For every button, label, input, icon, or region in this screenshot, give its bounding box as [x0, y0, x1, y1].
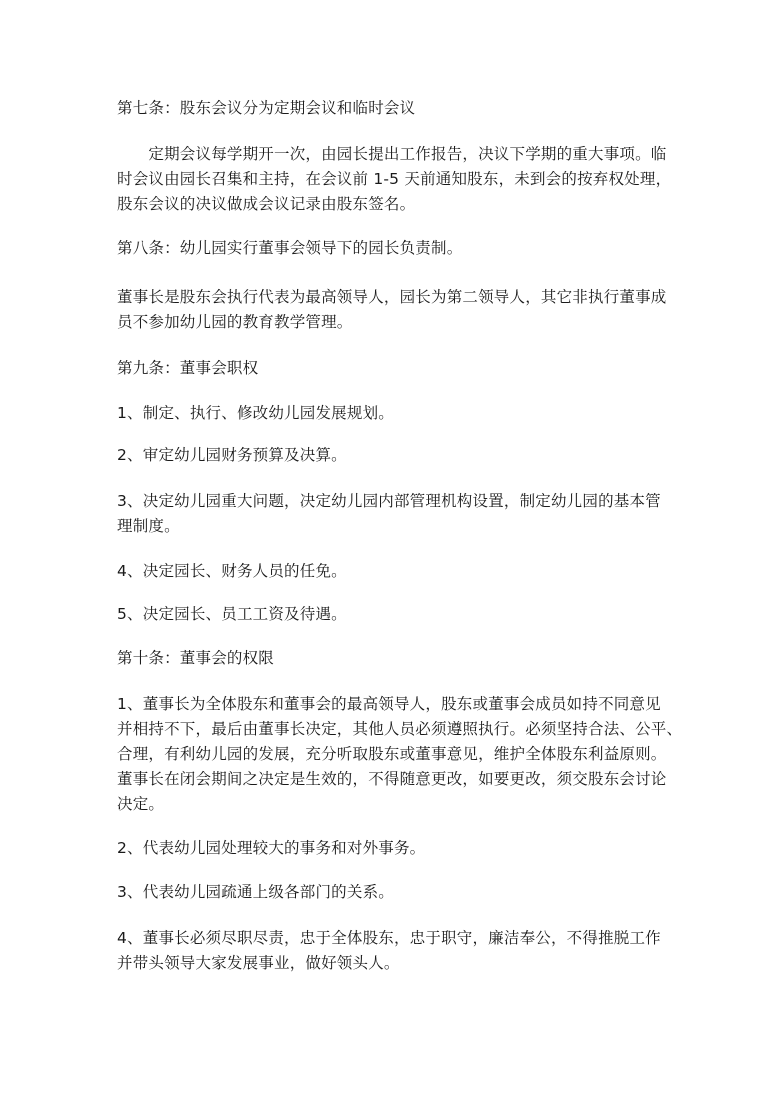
article-10-item-4: [117, 926, 662, 976]
text-line: 3、代表幼儿园疏通上级各部门的关系。: [117, 883, 394, 901]
text-line: 第七条：股东会议分为定期会议和临时会议: [117, 99, 416, 117]
article-9-item-4: [117, 559, 662, 584]
article-7-heading: [117, 96, 662, 121]
text-line: 员不参加幼儿园的教育教学管理。: [117, 313, 353, 331]
text-line: 2、审定幼儿园财务预算及决算。: [117, 446, 347, 464]
text-line: 时会议由园长召集和主持，在会议前 1-5 天前通知股东，未到会的按弃权处理，: [117, 170, 672, 188]
article-9-item-3: [117, 489, 662, 539]
text-line: 决定。: [117, 795, 165, 813]
article-9-item-2: [117, 443, 662, 468]
article-10-item-2: [117, 836, 662, 861]
text-line: 股东会议的决议做成会议记录由股东签名。: [117, 195, 416, 213]
text-line: 定期会议每学期开一次，由园长提出工作报告，决议下学期的重大事项。临: [117, 145, 667, 163]
text-line: 4、董事长必须尽职尽责，忠于全体股东，忠于职守，廉洁奉公，不得推脱工作: [117, 929, 661, 947]
article-10-item-1: [117, 692, 683, 817]
text-line: 1、制定、执行、修改幼儿园发展规划。: [117, 404, 394, 422]
article-7-body: [117, 142, 672, 217]
text-line: 董事长是股东会执行代表为最高领导人，园长为第二领导人，其它非执行董事成: [117, 288, 667, 306]
text-line: 3、决定幼儿园重大问题，决定幼儿园内部管理机构设置，制定幼儿园的基本管: [117, 492, 661, 510]
text-line: 第九条：董事会职权: [117, 359, 259, 377]
article-10-heading: [117, 646, 662, 671]
text-line: 第八条：幼儿园实行董事会领导下的园长负责制。: [117, 239, 463, 257]
text-line: 理制度。: [117, 517, 180, 535]
text-line: 第十条：董事会的权限: [117, 649, 275, 667]
article-10-item-3: [117, 880, 662, 905]
text-line: 1、董事长为全体股东和董事会的最高领导人，股东或董事会成员如持不同意见: [117, 695, 661, 713]
text-line: 并相持不下，最后由董事长决定，其他人员必须遵照执行。必须坚持合法、公平、: [117, 720, 683, 738]
text-line: 董事长在闭会期间之决定是生效的，不得随意更改，如要更改，须交股东会讨论: [117, 770, 667, 788]
text-line: 4、决定园长、财务人员的任免。: [117, 562, 347, 580]
article-9-item-5: [117, 602, 662, 627]
text-line: 合理，有利幼儿园的发展，充分听取股东或董事意见，维护全体股东利益原则。: [117, 745, 667, 763]
article-9-item-1: [117, 401, 662, 426]
article-9-heading: [117, 356, 662, 381]
text-line: 并带头领导大家发展事业，做好领头人。: [117, 954, 400, 972]
article-8-heading: [117, 236, 662, 261]
text-line: 2、代表幼儿园处理较大的事务和对外事务。: [117, 839, 426, 857]
article-8-body: [117, 285, 667, 335]
text-line: 5、决定园长、员工工资及待遇。: [117, 605, 347, 623]
